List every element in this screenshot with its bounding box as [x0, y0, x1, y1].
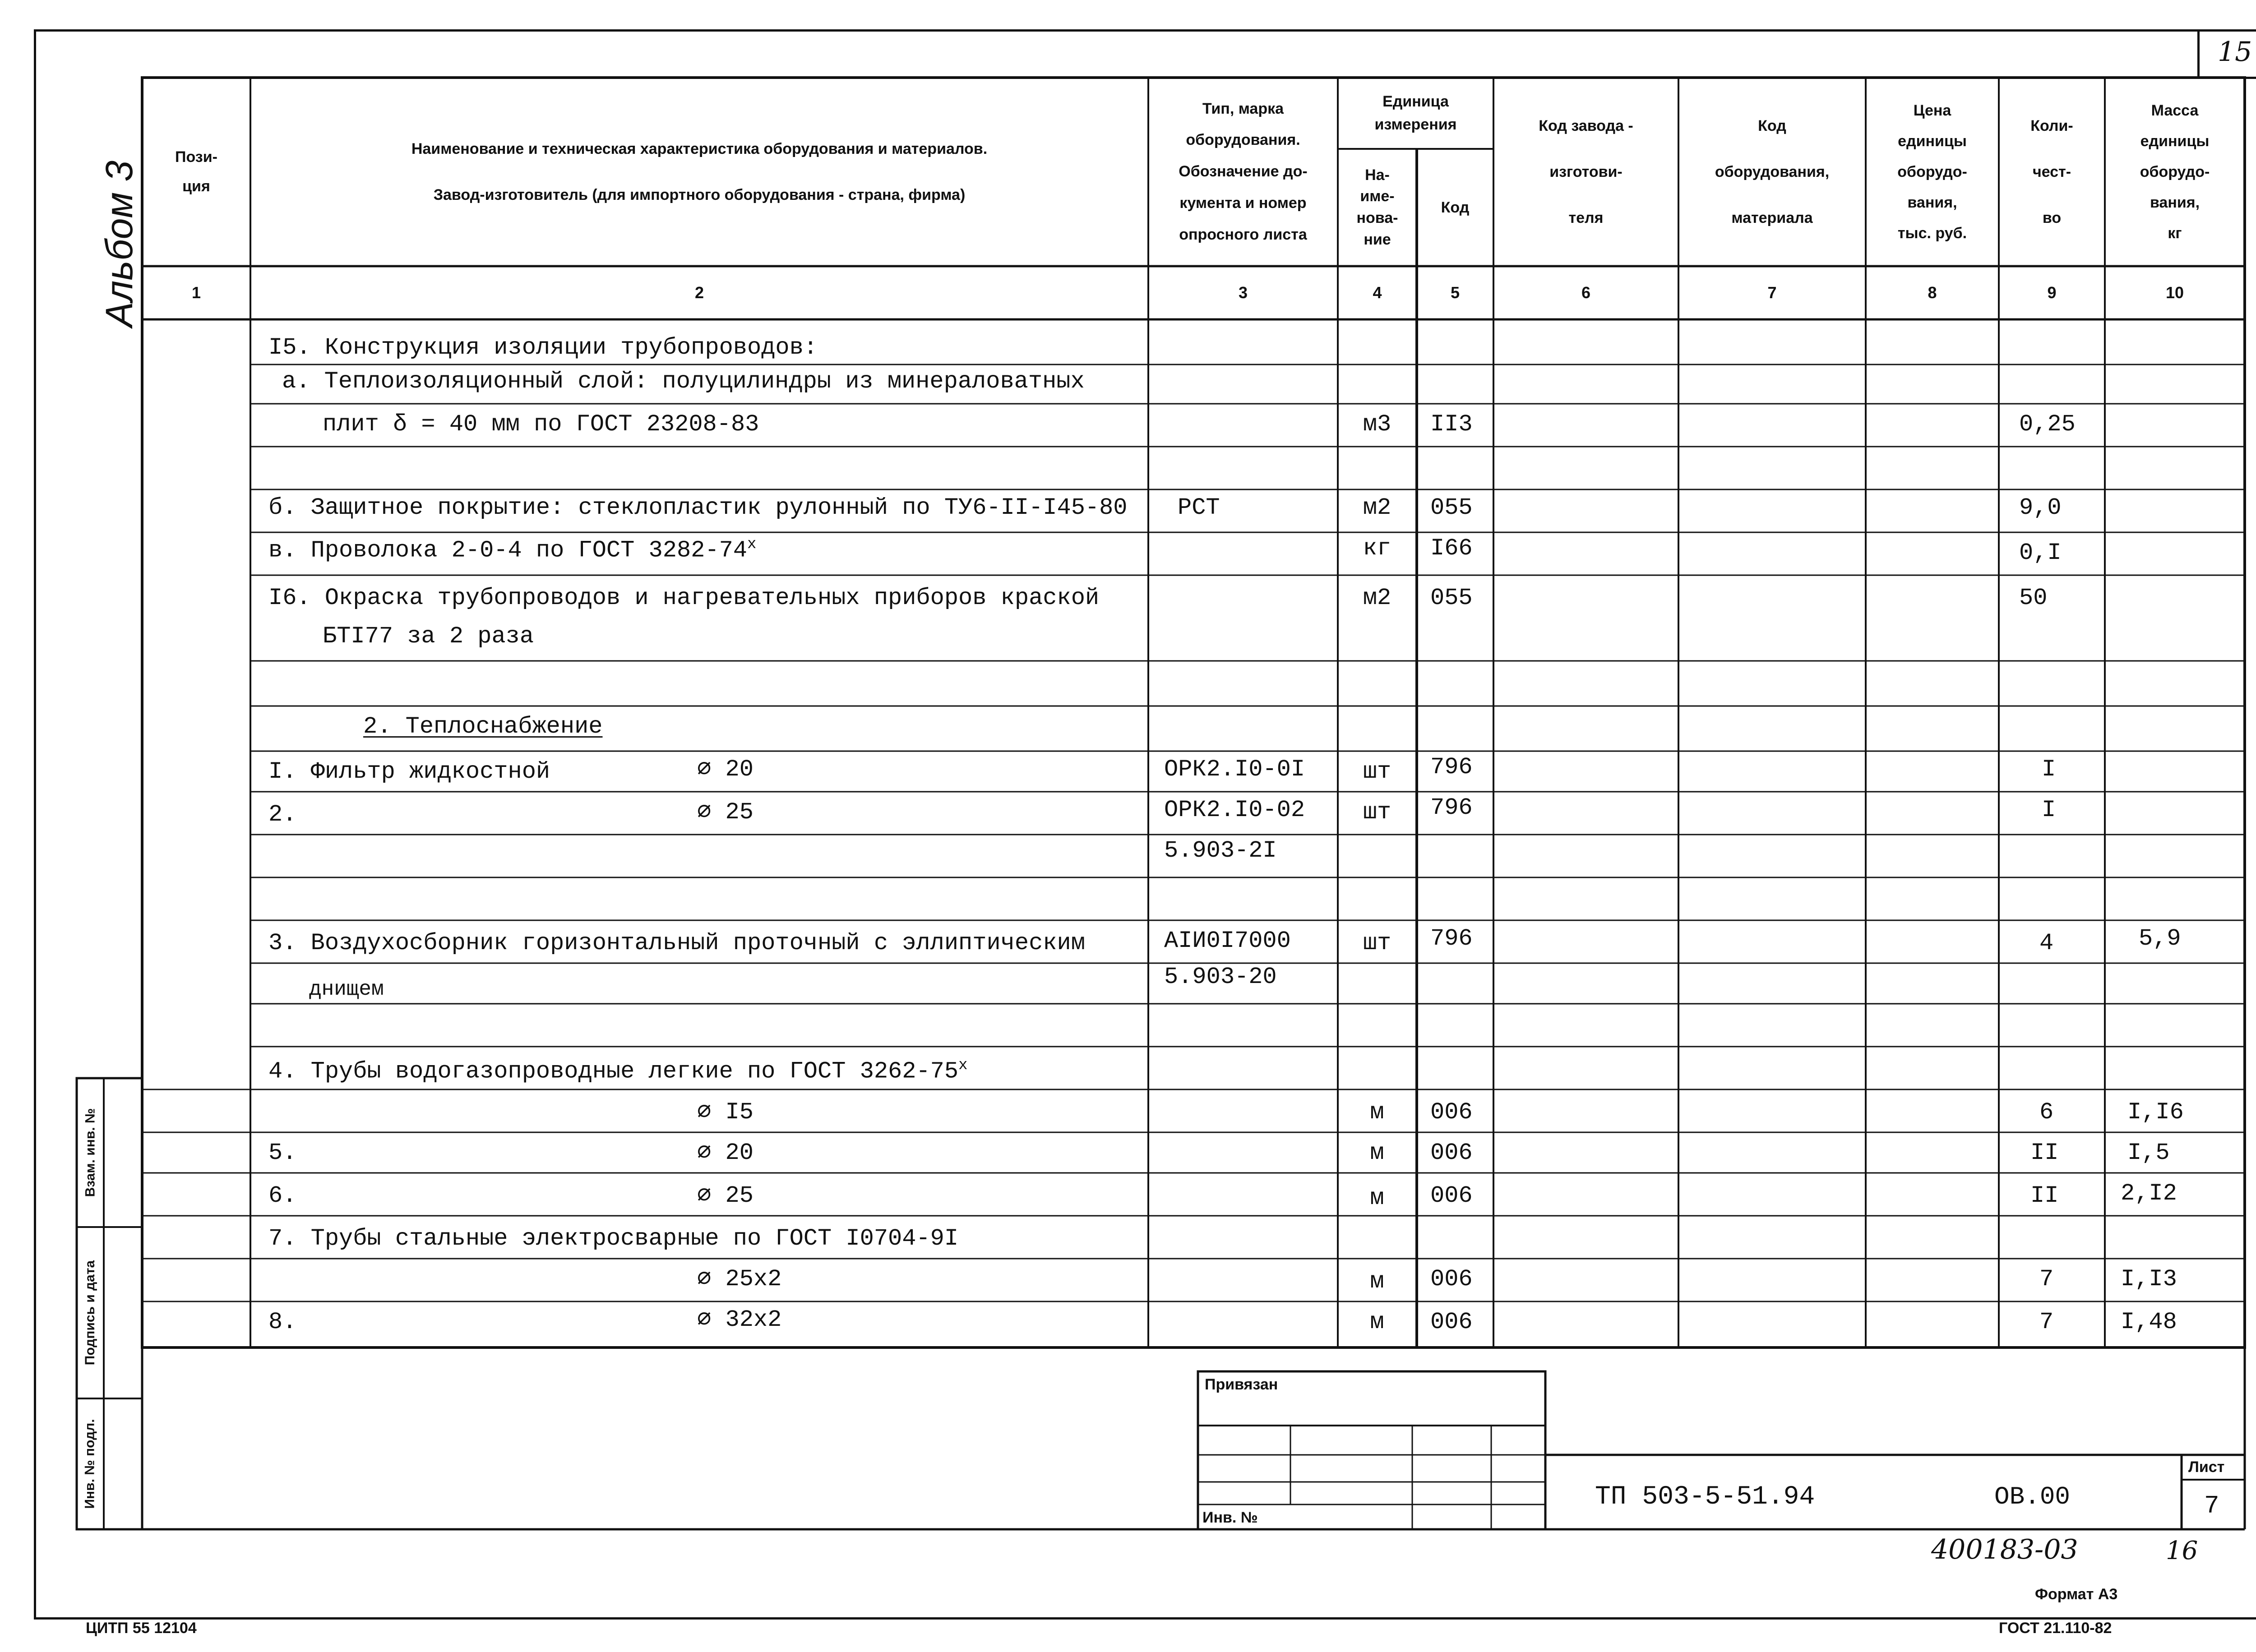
row-mass: I,I6 [2127, 1099, 2184, 1126]
row-code: 796 [1430, 754, 1473, 780]
row-diameter: ⌀ 25x2 [697, 1266, 782, 1292]
row-mass: I,I3 [2121, 1266, 2177, 1292]
row-unit: шт [1363, 799, 1392, 826]
row-name-text: 4. Трубы водогазопроводные легкие по ГОСТ 3262-75 [268, 1058, 959, 1085]
row-unit: м3 [1363, 411, 1392, 438]
stamp-inv: Инв. № [1202, 1509, 1258, 1526]
row-mass: 2,I2 [2121, 1180, 2177, 1207]
row-code: 006 [1430, 1309, 1473, 1335]
archive-number: 400183-03 [1931, 1534, 2078, 1565]
row-code: 796 [1430, 794, 1473, 821]
row-mass: I,48 [2121, 1309, 2177, 1335]
col-number: 2 [694, 283, 704, 302]
row-type: 5.903-2I [1164, 837, 1277, 864]
format-label: Формат А3 [2035, 1586, 2118, 1603]
doc-suffix: ОВ.00 [1994, 1482, 2071, 1511]
col-number: 6 [1581, 283, 1591, 302]
row-name-sup: x [747, 536, 757, 553]
row-quantity: 7 [2039, 1266, 2054, 1292]
header-equipment-code: Код оборудования, материала [1715, 117, 1830, 226]
sheet-number: 15 [2218, 36, 2252, 68]
side-vzam-wrap [77, 1078, 104, 1227]
row-diameter: ⌀ 25 [697, 799, 754, 826]
row-code: 055 [1430, 585, 1473, 611]
archive-sheet: 16 [2166, 1536, 2198, 1565]
row-code: I66 [1430, 535, 1473, 562]
row-unit: м [1370, 1309, 1384, 1335]
row-name: б. Защитное покрытие: стеклопластик рулонный по ТУ6-II-I45-80 [268, 494, 1128, 521]
row-name: 3. Воздухосборник горизонтальный проточный с эллиптическим [268, 930, 1085, 956]
row-type: 5.903-20 [1164, 964, 1277, 990]
col-number: 9 [2047, 283, 2057, 302]
row-quantity: 9,0 [2019, 494, 2062, 521]
row-name-text: в. Проволока 2-0-4 по ГОСТ 3282-74 [268, 537, 747, 564]
col-number: 3 [1238, 283, 1248, 302]
list-number: 7 [2204, 1491, 2219, 1520]
row-quantity: 0,25 [2019, 411, 2076, 438]
side-inv-wrap [77, 1398, 104, 1529]
row-unit: м [1370, 1099, 1384, 1126]
col-number: 10 [2165, 283, 2184, 302]
row-quantity: 6 [2039, 1099, 2054, 1126]
row-mass: I,5 [2127, 1140, 2170, 1166]
album-label: Альбом 3 [98, 160, 141, 327]
col-number: 5 [1450, 283, 1460, 302]
row-type: РСТ [1178, 494, 1220, 521]
row-name: 5. [268, 1140, 297, 1166]
row-name [268, 537, 756, 562]
row-code: 006 [1430, 1099, 1473, 1126]
header-factory-code: Код завода - изготови- теля [1539, 117, 1633, 226]
header-position: Пози- ция [175, 148, 217, 195]
row-name: I. Фильтр жидкостной [268, 758, 550, 785]
row-diameter: ⌀ 20 [697, 756, 754, 783]
side-podpis: Подпись и дата [83, 1260, 98, 1366]
section-title: 2. Теплоснабжение [363, 713, 603, 740]
row-code: 006 [1430, 1182, 1473, 1209]
row-code: 006 [1430, 1140, 1473, 1166]
side-inv: Инв. № подл. [83, 1419, 97, 1509]
row-name: БТI77 за 2 раза [323, 623, 534, 650]
header-price: Цена единицы оборудо- вания, тыс. руб. [1897, 102, 1967, 242]
row-unit: м [1370, 1140, 1384, 1166]
row-quantity: 0,I [2019, 540, 2062, 566]
row-name [268, 1058, 967, 1083]
col-number: 8 [1928, 283, 1937, 302]
row-unit: шт [1363, 758, 1392, 785]
row-unit: м [1370, 1185, 1384, 1211]
stamp-privyazan: Привязан [1205, 1376, 1278, 1393]
side-vzam: Взам. инв. № [83, 1108, 98, 1197]
doc-code: ТП 503-5-51.94 [1595, 1482, 1815, 1512]
row-diameter: ⌀ 32x2 [697, 1306, 782, 1333]
header-quantity: Коли- чест- во [2030, 117, 2073, 226]
col-number: 1 [191, 283, 201, 302]
row-name: 6. [268, 1182, 297, 1209]
header-unit-name: На- име- нова- ние [1356, 166, 1398, 248]
footer-left: ЦИТП 55 12104 [86, 1620, 197, 1637]
row-diameter: ⌀ 25 [697, 1182, 754, 1209]
row-quantity: I [2042, 756, 2056, 783]
col-number: 4 [1373, 283, 1382, 302]
row-quantity: 4 [2039, 930, 2054, 956]
col-number: 7 [1767, 283, 1777, 302]
row-quantity: 50 [2019, 585, 2048, 611]
row-unit: м2 [1363, 585, 1392, 611]
header-name: Наименование и техническая характеристика оборудования и материалов. Завод-изготовитель (для импортного оборудования - страна, фирма) [411, 140, 988, 203]
row-type: АIИ0I7000 [1164, 928, 1291, 954]
row-name: 7. Трубы стальные электросварные по ГОСТ I0704-9I [268, 1225, 959, 1252]
row-code: 796 [1430, 925, 1473, 952]
row-diameter: ⌀ 20 [697, 1140, 754, 1166]
row-name: I5. Конструкция изоляции трубопроводов: [268, 334, 818, 361]
row-name: 2. [268, 801, 297, 828]
row-quantity: II [2030, 1140, 2059, 1166]
row-unit: шт [1363, 930, 1392, 956]
row-type: ОРК2.I0-02 [1164, 797, 1305, 823]
row-name-sup: x [958, 1057, 968, 1074]
row-code: II3 [1430, 411, 1473, 438]
row-quantity: 7 [2039, 1309, 2054, 1335]
side-podpis-wrap [77, 1227, 104, 1398]
header-type: Тип, марка оборудования. Обозначение до- кумента и номер опросного листа [1179, 100, 1308, 243]
row-name: а. Теплоизоляционный слой: полуцилиндры из минераловатных [282, 368, 1085, 395]
row-name: I6. Окраска трубопроводов и нагревательных приборов краской [268, 585, 1100, 611]
row-unit: м [1370, 1268, 1384, 1295]
row-unit: кг [1363, 535, 1392, 562]
row-type: ОРК2.I0-0I [1164, 756, 1305, 783]
row-name: плит δ = 40 мм по ГОСТ 23208-83 [323, 411, 759, 438]
row-code: 055 [1430, 494, 1473, 521]
gost-label: ГОСТ 21.110-82 [1999, 1620, 2112, 1637]
row-quantity: I [2042, 797, 2056, 823]
list-label: Лист [2188, 1458, 2225, 1476]
row-name: днищем [309, 978, 384, 1001]
row-diameter: ⌀ I5 [697, 1099, 754, 1126]
row-unit: м2 [1363, 494, 1392, 521]
row-quantity: II [2030, 1182, 2059, 1209]
row-code: 006 [1430, 1266, 1473, 1292]
row-name: 8. [268, 1309, 297, 1335]
header-unit-code: Код [1441, 198, 1470, 216]
row-mass: 5,9 [2139, 925, 2181, 952]
header-unit: Единица измерения [1374, 93, 1457, 133]
header-mass: Масса единицы оборудо- вания, кг [2140, 102, 2210, 242]
